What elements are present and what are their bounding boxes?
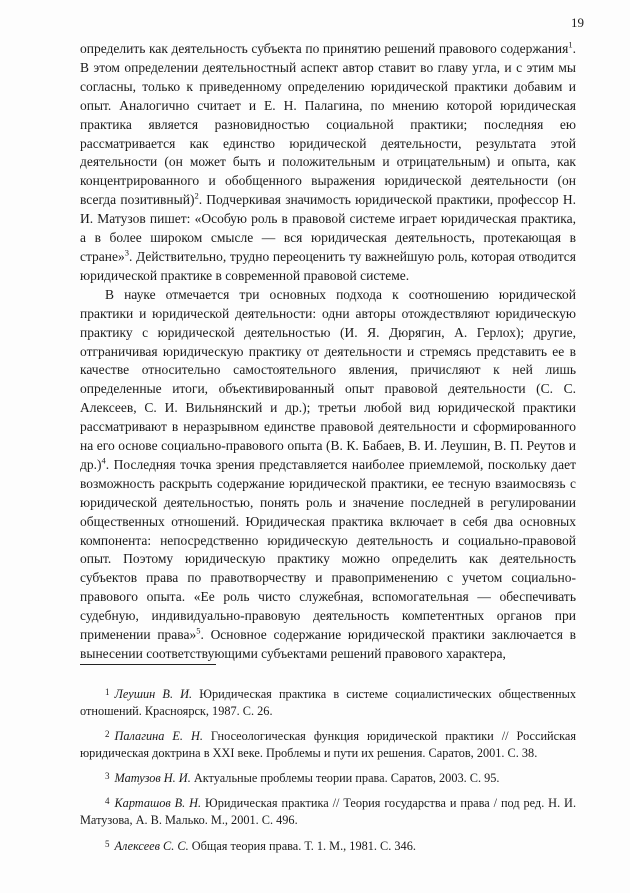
- text-span: . Основное содержание юридической практики заключается в вынесении соответствующими субъектами решений правового характера,: [80, 627, 576, 661]
- text-span: . Последняя точка зрения представляется наиболее приемлемой, поскольку дает возможность раскрыть содержание юридической практики, ее тесную взаимосвязь с юридической деятельностью, понять роль и значение последней в регулировании общественных отношений. Юридическая практика включает в себя два основных компонента: непосредственно юридическую деятельность и социально-правовой опыт. Поэтому юридическую практику можно определить как деятельность субъектов права по правотворчеству и правоприменению с учетом социально-правового опыта. «Ее роль чисто служебная, вспомогательная — обеспечивать судебную, индивидуально-правовую деятельность компетентных органов при применении права»: [80, 456, 576, 643]
- footnote-number: 3: [105, 771, 110, 782]
- paragraph-1: [80, 40, 576, 286]
- footnote-ref-3: 3: [124, 247, 130, 258]
- footnote-number: 1: [105, 687, 110, 697]
- footnote-text: Актуальные проблемы теории права. Саратов, 2003. С. 95.: [190, 771, 500, 786]
- footnote-text: Юридическая практика в системе социалистических общественных отношений. Красноярск, 1987. С. 26.: [80, 687, 576, 718]
- footnote-5: [80, 838, 576, 855]
- footnote-divider: [80, 664, 216, 665]
- footnote-ref-1: 1: [568, 39, 573, 50]
- text-span: . Действительно, трудно переоценить ту важнейшую роль, которая отводится юридической практике в современной правовой системе.: [80, 248, 576, 283]
- footnote-author: Леушин В. И.: [114, 687, 193, 701]
- footnote-ref-4: 4: [101, 455, 106, 466]
- footnote-author: Палагина Е. Н.: [114, 729, 203, 744]
- footnote-author: Алексеев С. С.: [114, 838, 189, 853]
- footnote-2: [80, 728, 576, 762]
- footnote-author: Карташов В. Н.: [114, 796, 202, 811]
- footnote-number: 5: [105, 838, 110, 849]
- text-span: . В этом определении деятельностный аспект автор ставит во главу угла, и с этим мы согласны, только к приведенному определению юридической практики добавим и опыт. Аналогично считает и Е. Н. Палагина, по мнению которой юридическая практика является разновидностью социальной практики; последняя ею рассматривается как единство юридической деятельности, результата этой деятельности (он может быть и положительным и отрицательным) и опыта, как концентрированного и обобщенного выражения юридической деятельности (он всегда позитивный): [80, 41, 576, 208]
- footnote-3: [80, 770, 576, 787]
- footnotes: [80, 686, 576, 863]
- footnote-text: Юридическая практика // Теория государства и права / под ред. Н. И. Матузова, А. В. Малько. М., 2001. С. 496.: [80, 796, 577, 828]
- footnote-1: [80, 686, 576, 720]
- page-number: 19: [571, 15, 584, 30]
- footnote-number: 4: [105, 796, 110, 807]
- footnote-author: Матузов Н. И.: [114, 771, 191, 786]
- footnote-ref-2: 2: [194, 190, 199, 201]
- footnote-4: [80, 795, 576, 829]
- paragraph-2: [80, 286, 576, 664]
- footnote-text: Общая теория права. Т. 1. М., 1981. С. 346.: [188, 838, 416, 853]
- footnote-number: 2: [105, 729, 110, 740]
- footnote-text: Гносеологическая функция юридической практики // Российская юридическая доктрина в XXI веке. Проблемы и пути их решения. Саратов, 2001. С. 38.: [80, 729, 576, 760]
- text-span: . Подчеркивая значимость юридической практики, профессор Н. И. Матузов пишет: «Особую роль в правовой системе играет юридическая практика, а в более широком смысле — вся юридическая деятельность, протекающая в стране»: [80, 192, 576, 264]
- main-text: [80, 40, 576, 664]
- text-span: В науке отмечается три основных подхода к соотношению юридической практики и юридической деятельности: одни авторы отождествляют юридическую практику с юридической деятельностью (И. Я. Дюрягин, А. Герлох); другие, отграничивая юридическую практику от деятельности и стремясь представить ее в качестве относительно самостоятельного явления, причисляют к ней лишь определенные итоги, объективированный опыт правовой деятельности (С. С. Алексеев, С. И. Вильнянский и др.); третьи любой вид юридической практики рассматривают в неразрывном единстве правовой деятельности и сформированного на его основе социально-правового опыта (В. К. Бабаев, В. И. Леушин, В. П. Реутов и др.): [80, 286, 576, 472]
- footnote-ref-5: 5: [196, 625, 201, 636]
- text-span: определить как деятельность субъекта по принятию решений правового содержания: [80, 41, 569, 56]
